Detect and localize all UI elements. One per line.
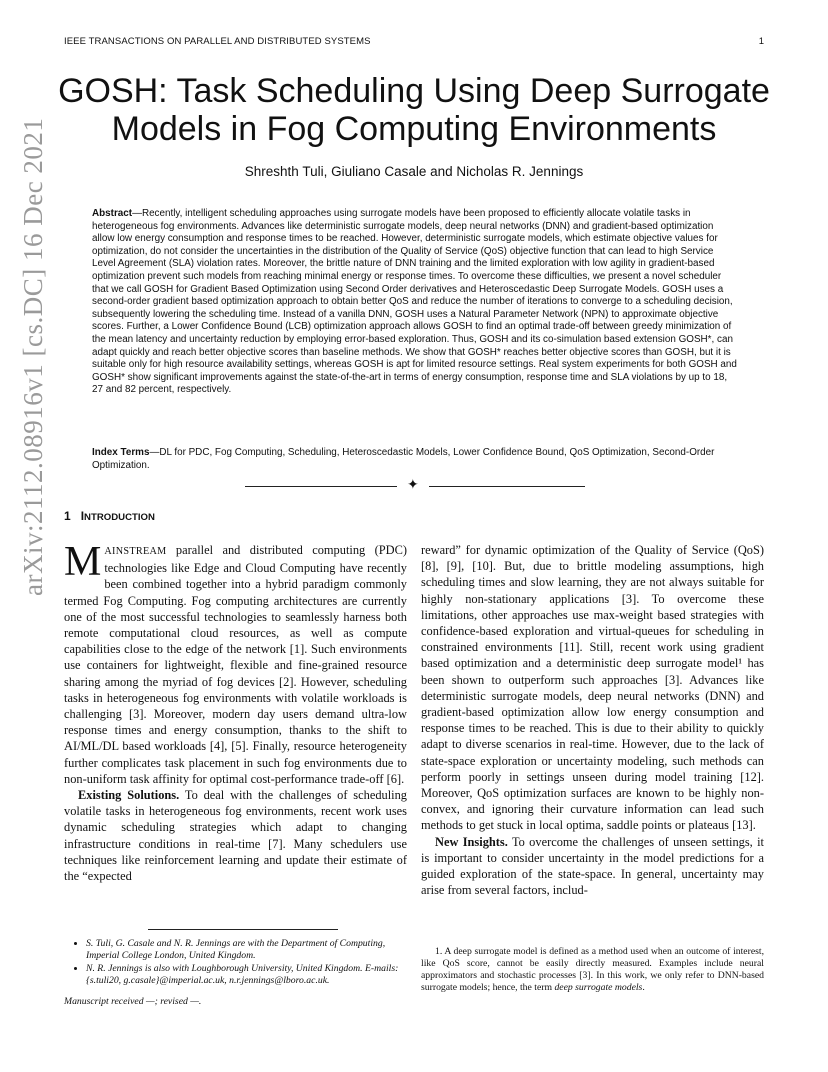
new-insights-label: New Insights. <box>435 834 508 849</box>
paper-title <box>40 72 788 148</box>
index-terms <box>92 447 738 472</box>
existing-solutions-label: Existing Solutions. <box>78 788 180 803</box>
title-line-2: Models in Fog Computing Environments <box>111 110 717 148</box>
running-head: IEEE TRANSACTIONS ON PARALLEL AND DISTRIBUTED SYSTEMS <box>64 36 371 47</box>
title-line-1: GOSH: Task Scheduling Using Deep Surrogate <box>58 72 770 110</box>
index-terms-text: —DL for PDC, Fog Computing, Scheduling, Heteroscedastic Models, Lower Confidence Bound, QoS Optimization, Second-Order Optimization. <box>92 447 715 471</box>
section-heading <box>64 509 155 523</box>
footnote-1 <box>421 946 764 994</box>
section-title-initial: I <box>80 509 85 523</box>
star-ornament-icon: ✦ <box>407 478 419 493</box>
lead-word: AINSTREAM <box>104 546 167 557</box>
authors: Shreshth Tuli, Giuliano Casale and Nicholas R. Jennings <box>244 164 584 179</box>
footnote-end: . <box>642 982 645 993</box>
right-column <box>421 542 764 898</box>
abstract-text: —Recently, intelligent scheduling approaches using surrogate models have been proposed to efficiently allocate volatile tasks in heterogeneous fog environments. Advances like deterministic surrogate models, deep neural networks (DNN) and gradient-based optimization allow low energy consumption and response times to be reached. However, deterministic surrogate models, which estimate objective values for optimization, do not consider the uncertainties in the distribution of the Quality of Service (QoS) objective function that can lead to high Service Level Agreement (SLA) violation rates. Moreover, the brittle nature of DNN training and the limited exploration with low agility in gradient-based optimization prevent such models from reaching minimal energy or response times. To overcome these difficulties, we present a novel scheduler that we call GOSH for Gradient Based Optimization using Second Order derivatives and Heteroscedastic Deep Surrogate Models. GOSH uses a second-order gradient based optimization approach to obtain better QoS and reduce the number of iterations to converge to a scheduling decision, subsequently lowering the scheduling time. Instead of a vanilla DNN, GOSH uses a Natural Parameter Network (NPN) to approximate objective scores. Further, a Lower Confidence Bound (LCB) optimization approach allows GOSH to find an optimal trade-off between greedy minimization of the mean latency and uncertainty reduction by employing error-based exploration. Thus, GOSH and its co-simulation based extension GOSH*, can adapt quickly and reach better objective scores than baseline methods. We show that GOSH* reaches better objective scores than GOSH, but it is suitable only for high resource availability settings, whereas GOSH is apt for limited resource settings. Real system experiments for both GOSH and GOSH* show significant improvements against the state-of-the-art in terms of energy consumption, response time and SLA violations by up to 18, 27 and 82 percent, respectively. <box>92 208 737 396</box>
affiliation-item: • S. Tuli, G. Casale and N. R. Jennings are with the Department of Computing, Imperial College London, United Kingdom. <box>86 938 407 962</box>
manuscript-note: Manuscript received —; revised —. <box>64 996 202 1007</box>
intro-paragraph-4: To overcome the challenges of unseen settings, it is important to consider uncertainty in the model predictions for a guided exploration of the state-space. In general, uncertainty may arise from several factors, includ- <box>421 834 764 898</box>
affiliation-item: • N. R. Jennings is also with Loughborough University, United Kingdom. E-mails: {s.tuli20, g.casale}@imperial.ac.uk, n.r.jennings@lboro.ac.uk. <box>86 963 407 987</box>
affiliation-footnotes <box>64 938 407 988</box>
left-column <box>64 539 407 884</box>
footnote-rule <box>148 929 338 930</box>
drop-cap: M <box>64 539 102 585</box>
abstract-label: Abstract <box>92 208 133 219</box>
abstract <box>92 208 738 397</box>
intro-paragraph-3: reward” for dynamic optimization of the Quality of Service (QoS) [8], [9], [10]. But, due to brittle modeling assumptions, high scheduling times and slow learning, they are not always suitable for highly non-stationary applications [3]. To overcome these limitations, other approaches use max-weight based strategies with confidence-based exploration and virtual-queues for scheduling in constrained environments [11]. Still, recent work using gradient based optimization and a deterministic deep surrogate model¹ has been shown to outperform such approaches [3]. Advances like deterministic surrogate models, deep neural networks (DNN) and gradient-based optimization allow low energy consumption and response times to be reached. This is due to their ability to quickly adapt to diverse scenarios in real-time. However, due to the lack of state-space exploration or uncertainty modeling, such methods can perform poorly in settings unseen during model training [12]. Moreover, QoS optimization surfaces are known to be highly non-convex, and ignoring their curvature information can lead such methods to get stuck in local optima, saddle points or plateaus [13]. <box>421 543 764 833</box>
footnote-emph: deep surrogate models <box>554 982 643 993</box>
intro-paragraph-1: parallel and distributed computing (PDC) technologies like Edge and Cloud Computing have recently been combined together into a hybrid paradigm commonly termed Fog Computing. Fog computing architectures are currently one of the most successful technologies to seamlessly harness both remote computational cloud resources, as well as compute capabilities close to the edge of the network [1]. Such environments use containers for lightweight, flexible and fine-grained resource sharing among the myriad of fog devices [2]. However, scheduling tasks in heterogeneous fog environments with volatile workloads is challenging [3]. Moreover, modern day users demand ultra-low response times and energy consumption, thanks to the shift to AI/ML/DL based workloads [4], [5]. Finally, resource heterogeneity further complicates task placement in such fog environments due to non-uniform task affinity for optimal cost-performance trade-off [6]. <box>64 543 407 786</box>
section-number: 1 <box>64 509 71 523</box>
arxiv-stamp: arXiv:2112.08916v1 [cs.DC] 16 Dec 2021 <box>18 117 48 596</box>
section-title-rest: NTRODUCTION <box>84 512 155 523</box>
section-divider <box>245 478 585 493</box>
footnote-text: 1. A deep surrogate model is defined as a method used when an outcome of interest, like QoS score, cannot be easily directly measured. Examples include neural approximators and stochastic processes [3]. In this work, we only refer to DNN-based surrogate models; hence, the term <box>421 946 764 993</box>
page-number: 1 <box>758 36 764 47</box>
intro-paragraph-2: To deal with the challenges of scheduling volatile tasks in heterogeneous fog environments, recent work uses dynamic scheduling strategies which adapt to changing infrastructure conditions in real-time [7]. Many schedulers use techniques like reinforcement learning and update their estimate of the “expected <box>64 788 407 884</box>
index-terms-label: Index Terms <box>92 447 150 458</box>
